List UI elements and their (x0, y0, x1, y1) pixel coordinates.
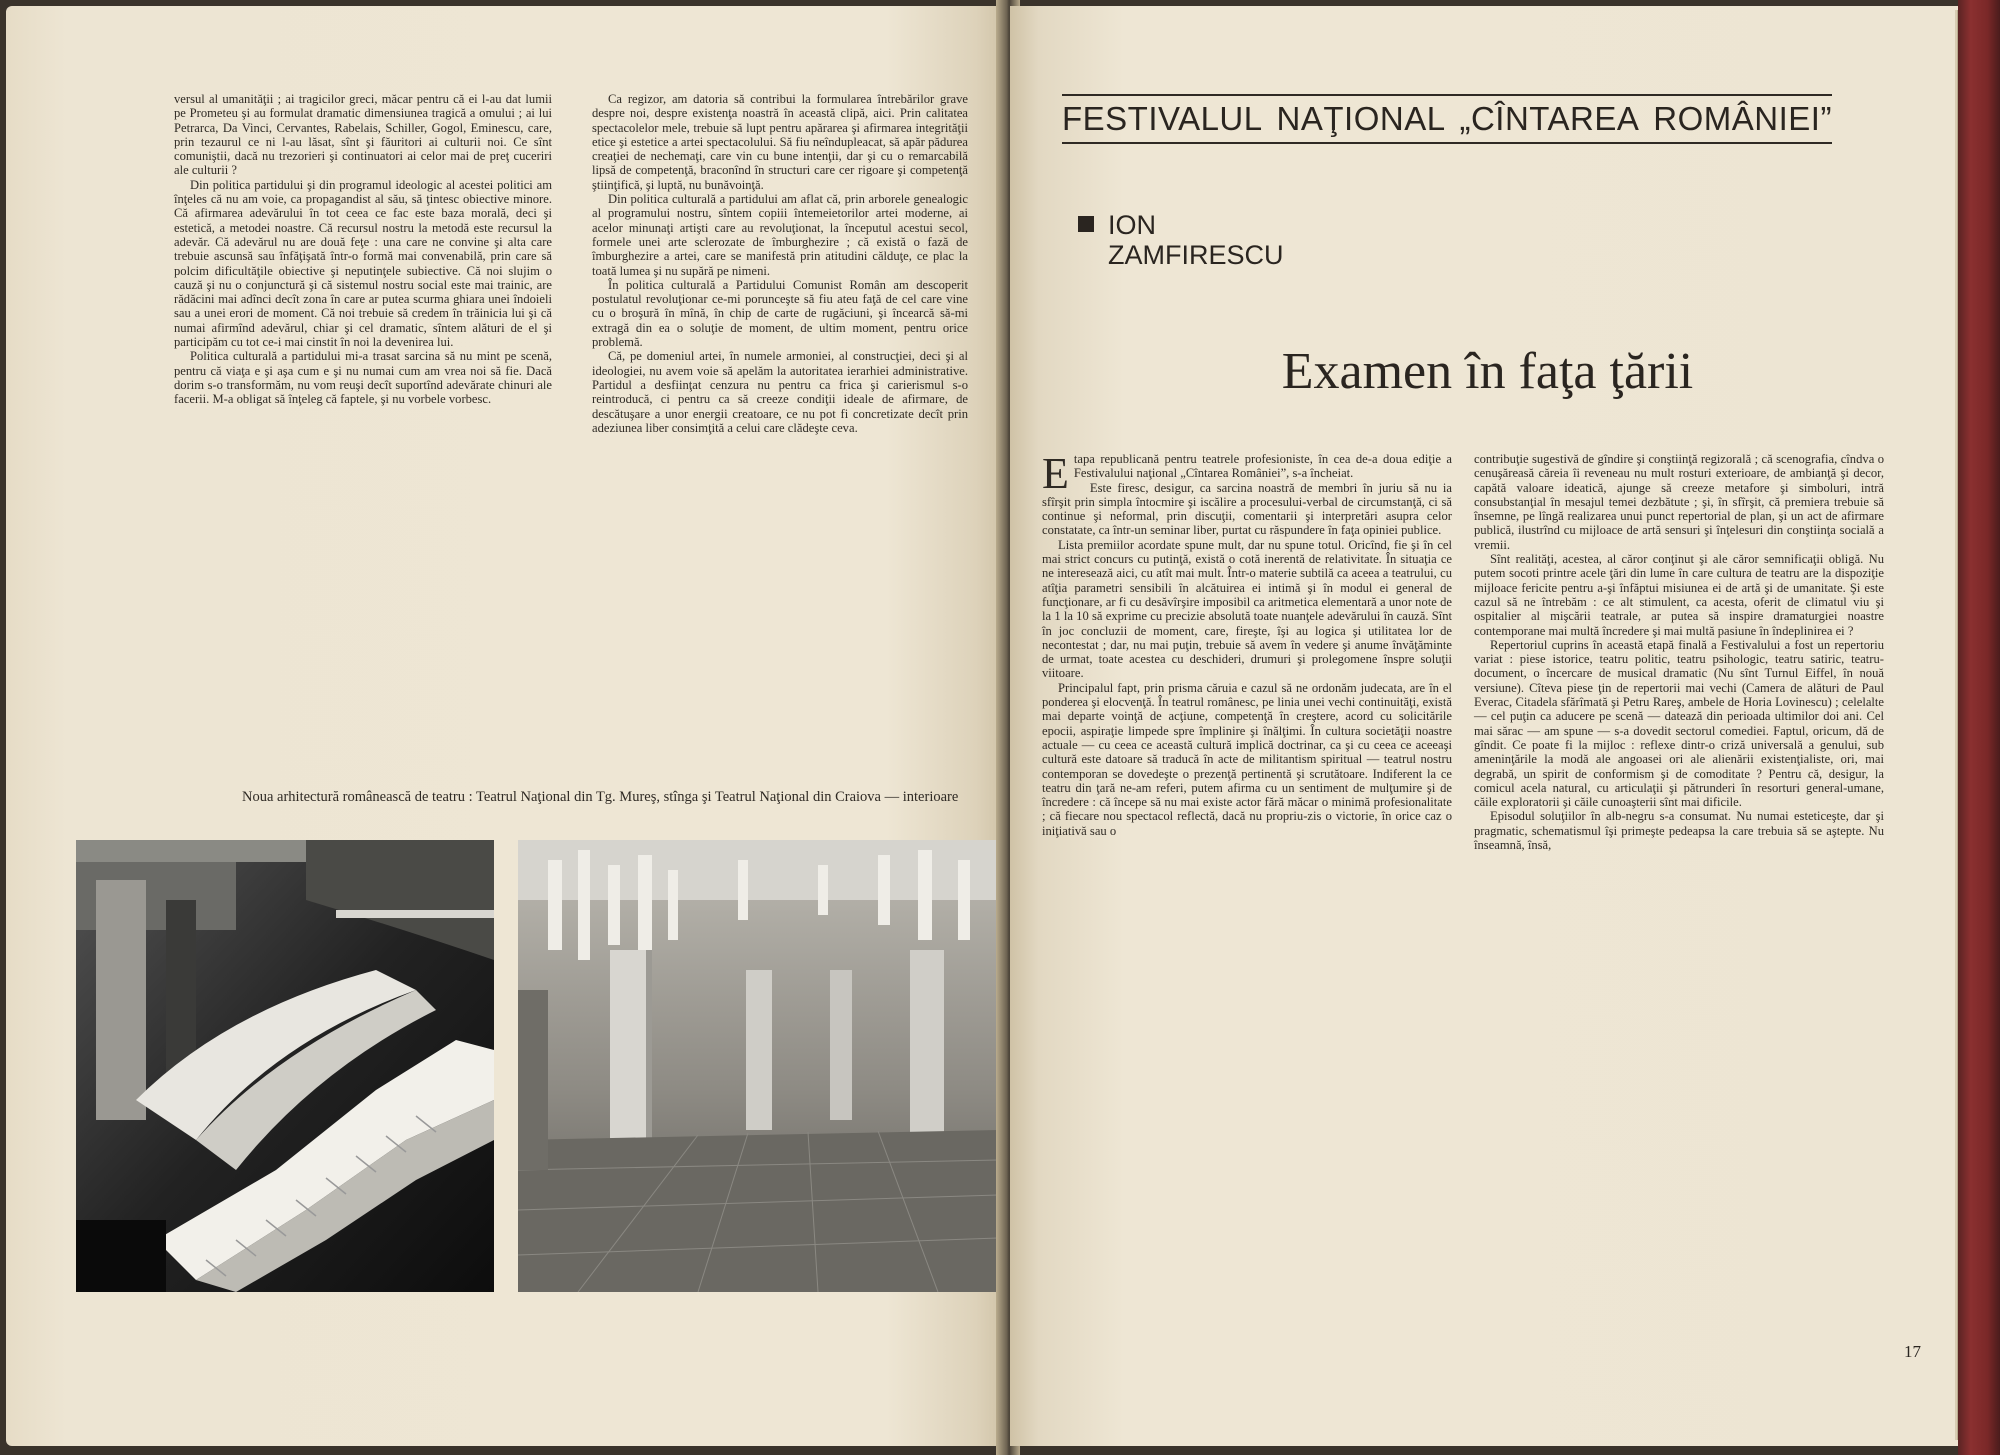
left-column-1 (174, 92, 552, 407)
paragraph: Repertoriul cuprins în această etapă finală a Festivalului a fost un repertoriu variat : piese istorice, teatru politic, teatru psihologic, teatru satiric, teatru-document, o încercare de musical dramatic (Nu sînt Turnul Eiffel, în nouă versiune). Cîteva piese ţin de repertorii mai vechi (Camera de alături de Paul Everac, Citadela sfărîmată şi Petru Rareş, ambele de Horia Lovinescu) ; celelalte — cel puţin ca aducere pe scenă — datează din perioada ultimilor doi ani. Cel mai sărac — am spune — s-a dovedit sectorul comediei. Faptul, oricum, dă de gîndit. Ce poate fi la mijloc : reflexe dintr-o criză universală a genului, sub ameninţările la modă ale angoasei ori ale alienării existenţialiste, ori, mai degrabă, un spirit de conformism şi de comoditate ? Pentru că, desigur, la comicul acela natural, cu articulaţii şi pătrunderi în resorturi general-umane, căile exploratorii şi căile cunoaşterii sînt mai dificile. (1474, 637, 1884, 810)
author-last-name: ZAMFIRESCU (1108, 240, 1284, 270)
paragraph: Sînt realităţi, acestea, al căror conţinut şi ale căror semnificaţii obligă. Nu putem socoti printre acele ţări din lume în care cultura de teatru are la dispoziţie mijloace fericite pentru a-şi înfăptui misiunea ei de artă şi de umanitate. Şi este cazul să ne întrebăm : ce alt stimulent, ca acesta, oferit de climatul viu şi ospitalier al mişcării teatrale, ar putea să inspire dramaturgiei noastre contemporane mai multă încredere şi mai multă pasiune în îndeplinirea ei ? (1474, 552, 1884, 638)
right-page (1010, 6, 1965, 1446)
left-column-2 (592, 92, 968, 435)
square-bullet-icon (1078, 216, 1094, 232)
paragraph: Că, pe domeniul artei, în numele armoniei, al construcţiei, deci şi al ideologiei, nu avem voie să apelăm la autoritatea ierarhiei administrative. Partidul a desfiinţat cenzura nu pentru ca frica şi carierismul s-o reintroducă, ci pentru ca să creeze condiţii ideale de afirmare, de descătuşare a unor energii creatoare, ce nu pot fi concretizate decît prin adeziunea liber consimţită a celui care clădeşte ceva. (592, 349, 968, 435)
photo-teatrul-craiova (518, 840, 998, 1292)
paragraph: Este firesc, desigur, ca sarcina noastră de membri în juriu să nu ia sfîrşit prin simpla întocmire şi iscălire a procesului-verbal de circumstanţă, ci să continue şi neformal, prin discuţii, comentarii şi interpretări asupra celor constatate, ca într-un seminar liber, purtat cu răspundere în faţa opiniei publice. (1042, 480, 1452, 538)
right-column-2 (1474, 452, 1884, 852)
paragraph: Episodul soluţiilor în alb-negru s-a consumat. Nu numai esteticeşte, dar şi pragmatic, schematismul îşi primeşte pedeapsa la care trebuia să se aştepte. Nu înseamnă, însă, (1474, 809, 1884, 853)
drop-cap: E (1042, 449, 1069, 498)
paragraph: Din politica culturală a partidului am aflat că, prin arborele genealogic al programului nostru, sîntem copiii întemeietorilor artei moderne, ai acelor minunaţi artişti care au revoluţionat, la începutul acestui secol, formele unei arte sclerozate de îmburghezire ; că există o fază de îmburghezire a artei, care se manifestă prin atitudini călduţe, ce plac la toată lumea şi nu supără pe nimeni. (592, 192, 968, 278)
book-cover-edge (1958, 0, 2000, 1455)
staircase-photo (76, 840, 494, 1292)
festival-word: ROMÂNIEI” (1653, 100, 1832, 137)
page-number: 17 (1904, 1342, 1921, 1361)
festival-title (1062, 100, 1832, 138)
paragraph: În politica culturală a Partidului Comunist Român am descoperit postulatul revoluţionar ce-mi porunceşte să fiu ateu faţă de cel care vine cu o broşură în mînă, în chip de carte de rugăciuni, şi încearcă să-mi extragă din ea o soluţie de moment, de ultim moment, pentru orice problemă. (592, 277, 968, 350)
festival-word: NAŢIONAL (1276, 100, 1446, 137)
author-byline (1078, 210, 1284, 270)
author-first-name: ION (1108, 210, 1157, 240)
festival-word: „CÎNTAREA (1459, 100, 1640, 137)
paragraph: Politica culturală a partidului mi-a trasat sarcina să nu mint pe scenă, pentru că viaţa e şi aşa cum e şi nu numai cum am vrea noi să fie. Dacă dorim s-o transformăm, nu vom reuşi decît suportînd adevărate chinuri ale facerii. M-a obligat să înţeleg că faptele, şi nu vorbele vorbesc. (174, 349, 552, 407)
left-page (6, 6, 1006, 1446)
photo-caption: Noua arhitectură românească de teatru : Teatrul Naţional din Tg. Mureş, stînga şi Teatrul Naţional din Craiova — interioare (242, 789, 959, 805)
paragraph: Ca regizor, am datoria să contribui la formularea întrebărilor grave despre noi, despre existenţa noastră în această clipă, aici. Prin calitatea spectacolelor mele, trebuie să lupt pentru apărarea şi afirmarea integrităţii etice şi estetice a artei spectacolului. Să fiu neîndupleacat, să apăr pădurea creaţiei de nechemaţi, care vin cu bune intenţii, dar şi cu o remarcabilă lipsă de competenţă, braconînd în structuri care cer rigoare şi competenţă ştiinţifică, şi luptă, nu bunăvoinţă. (592, 92, 968, 192)
right-column-1 (1042, 449, 1452, 838)
header-rule (1062, 142, 1832, 144)
festival-header (1062, 94, 1832, 144)
paragraph: contribuţie sugestivă de gîndire şi conştiinţă regizorală ; că scenografia, cîndva o cenuşăreasă căreia îi reveneau nu mult rosturi exterioare, de ambianţă şi decor, capătă valoare ideatică, ajunge să creeze metafore şi simboluri, intră consubstanţial în mesajul temei dezbătute ; şi, în sfîrşit, că premiera trebuie să însemne, pe lîngă realizarea unui punct repertorial de plan, şi un act de afirmare publică, ilustrînd cu mijloace de artă sensuri şi înţelesuri din conştiinţa socială a vremii. (1474, 452, 1884, 552)
article-title: Examen în faţa ţării (1281, 343, 1694, 400)
photo-teatrul-tg-mures (76, 840, 494, 1292)
paragraph: versul al umanităţii ; ai tragicilor greci, măcar pentru că ei l-au dat lumii pe Prometeu şi au formulat dramatic dimensiunea tragică a omului ; ai lui Petrarca, Da Vinci, Cervantes, Rabelais, Schiller, Gogol, Eminescu, care, prin tezaurul ce ni l-au lăsat, sînt şi făuritori ai culturii noi. Ce sînt comuniştii, dacă nu trezorieri şi continuatori ai celor mai de preţ cuceriri ale culturii ? (174, 92, 552, 178)
paragraph: Din politica partidului şi din programul ideologic al acestei politici am înţeles că nu am voie, ca propagandist al său, să ţintesc obiective minore. Că afirmarea adevărului în tot ceea ce fac este baza morală, deci şi estetică, a metodei noastre. Că recursul nostru la metodă este recursul la adevăr. Că adevărul nu are două feţe : una care ne convine şi alta care trebuie ascunsă sau înfăţişată într-o formă mai convenabilă, prin care să polcim dificultăţile obiective şi neputinţele subiective. Că noi slujim o cauză şi nu o conjunctură şi că sistemul nostru social este mai trainic, are rădăcini mai adînci decît zona în care ar putea scurma ghiara unei îndoieli sau a unei erori de moment. Că noi trebuie să credem în trăinicia lui şi că numai afirmînd adevărul, chiar şi cel dramatic, sîntem alături de el şi participăm cu tot ce-i mai cinstit în noi la devenirea lui. (174, 177, 552, 350)
paragraph: Lista premiilor acordate spune mult, dar nu spune totul. Oricînd, fie şi în cel mai strict concurs cu putinţă, există o cotă inerentă de relativitate. În situaţia ce ne interesează aici, cu atît mai mult. Într-o materie subtilă ca aceea a teatrului, cu atîţia parametri sensibili în alcătuirea ei intimă şi în modul ei general de funcţionare, ar fi cu desăvîrşire imposibil ca aritmetica elementară a unor note de la 1 la 10 să exprime cu precizie absolută toate nuanţele adevărului în cauză. Sînt în joc concluzii de moment, care, fireşte, îşi au logica şi utilitatea lor de necontestat ; dar, nu mai puţin, trebuie să avem în vedere şi anume învăţăminte de urmat, toate acestea cu deschideri, drumuri şi prolegomene înspre soluţii viitoare. (1042, 537, 1452, 681)
header-rule (1062, 94, 1832, 96)
festival-word: FESTIVALUL (1062, 100, 1263, 137)
lobby-photo (518, 840, 998, 1292)
paragraph: Etapa republicană pentru teatrele profesioniste, în cea de-a doua ediţie a Festivalului naţional „Cîntarea României”, s-a încheiat. (1042, 449, 1452, 498)
paragraph: Principalul fapt, prin prisma căruia e cazul să ne ordonăm judecata, are în el ponderea şi elocvenţă. În teatrul românesc, pe linia unei vechi continuităţi, există mai departe voinţă de acţiune, competenţă în creştere, acord cu solicitările epocii, aspiraţie limpede spre împlinire şi înălţimi. În cultura societăţii noastre actuale — cu ceea ce această cultură implică doctrinar, ca şi cu ceea ce aceeaşi cultură este datoare să traducă în acte de militantism spiritual — teatrul nostru contemporan se dovedeşte o prezenţă pertinentă şi scrutătoare. Indiferent la ce teatru din ţară ne-am referi, putem afirma cu un sentiment de mulţumire şi de încredere : că începe să nu mai existe actor fără măcar o minimă profesionalitate ; că fiecare nou spectacol reflectă, dacă nu propriu-zis o victorie, în orice caz o iniţiativă sau o (1042, 680, 1452, 838)
